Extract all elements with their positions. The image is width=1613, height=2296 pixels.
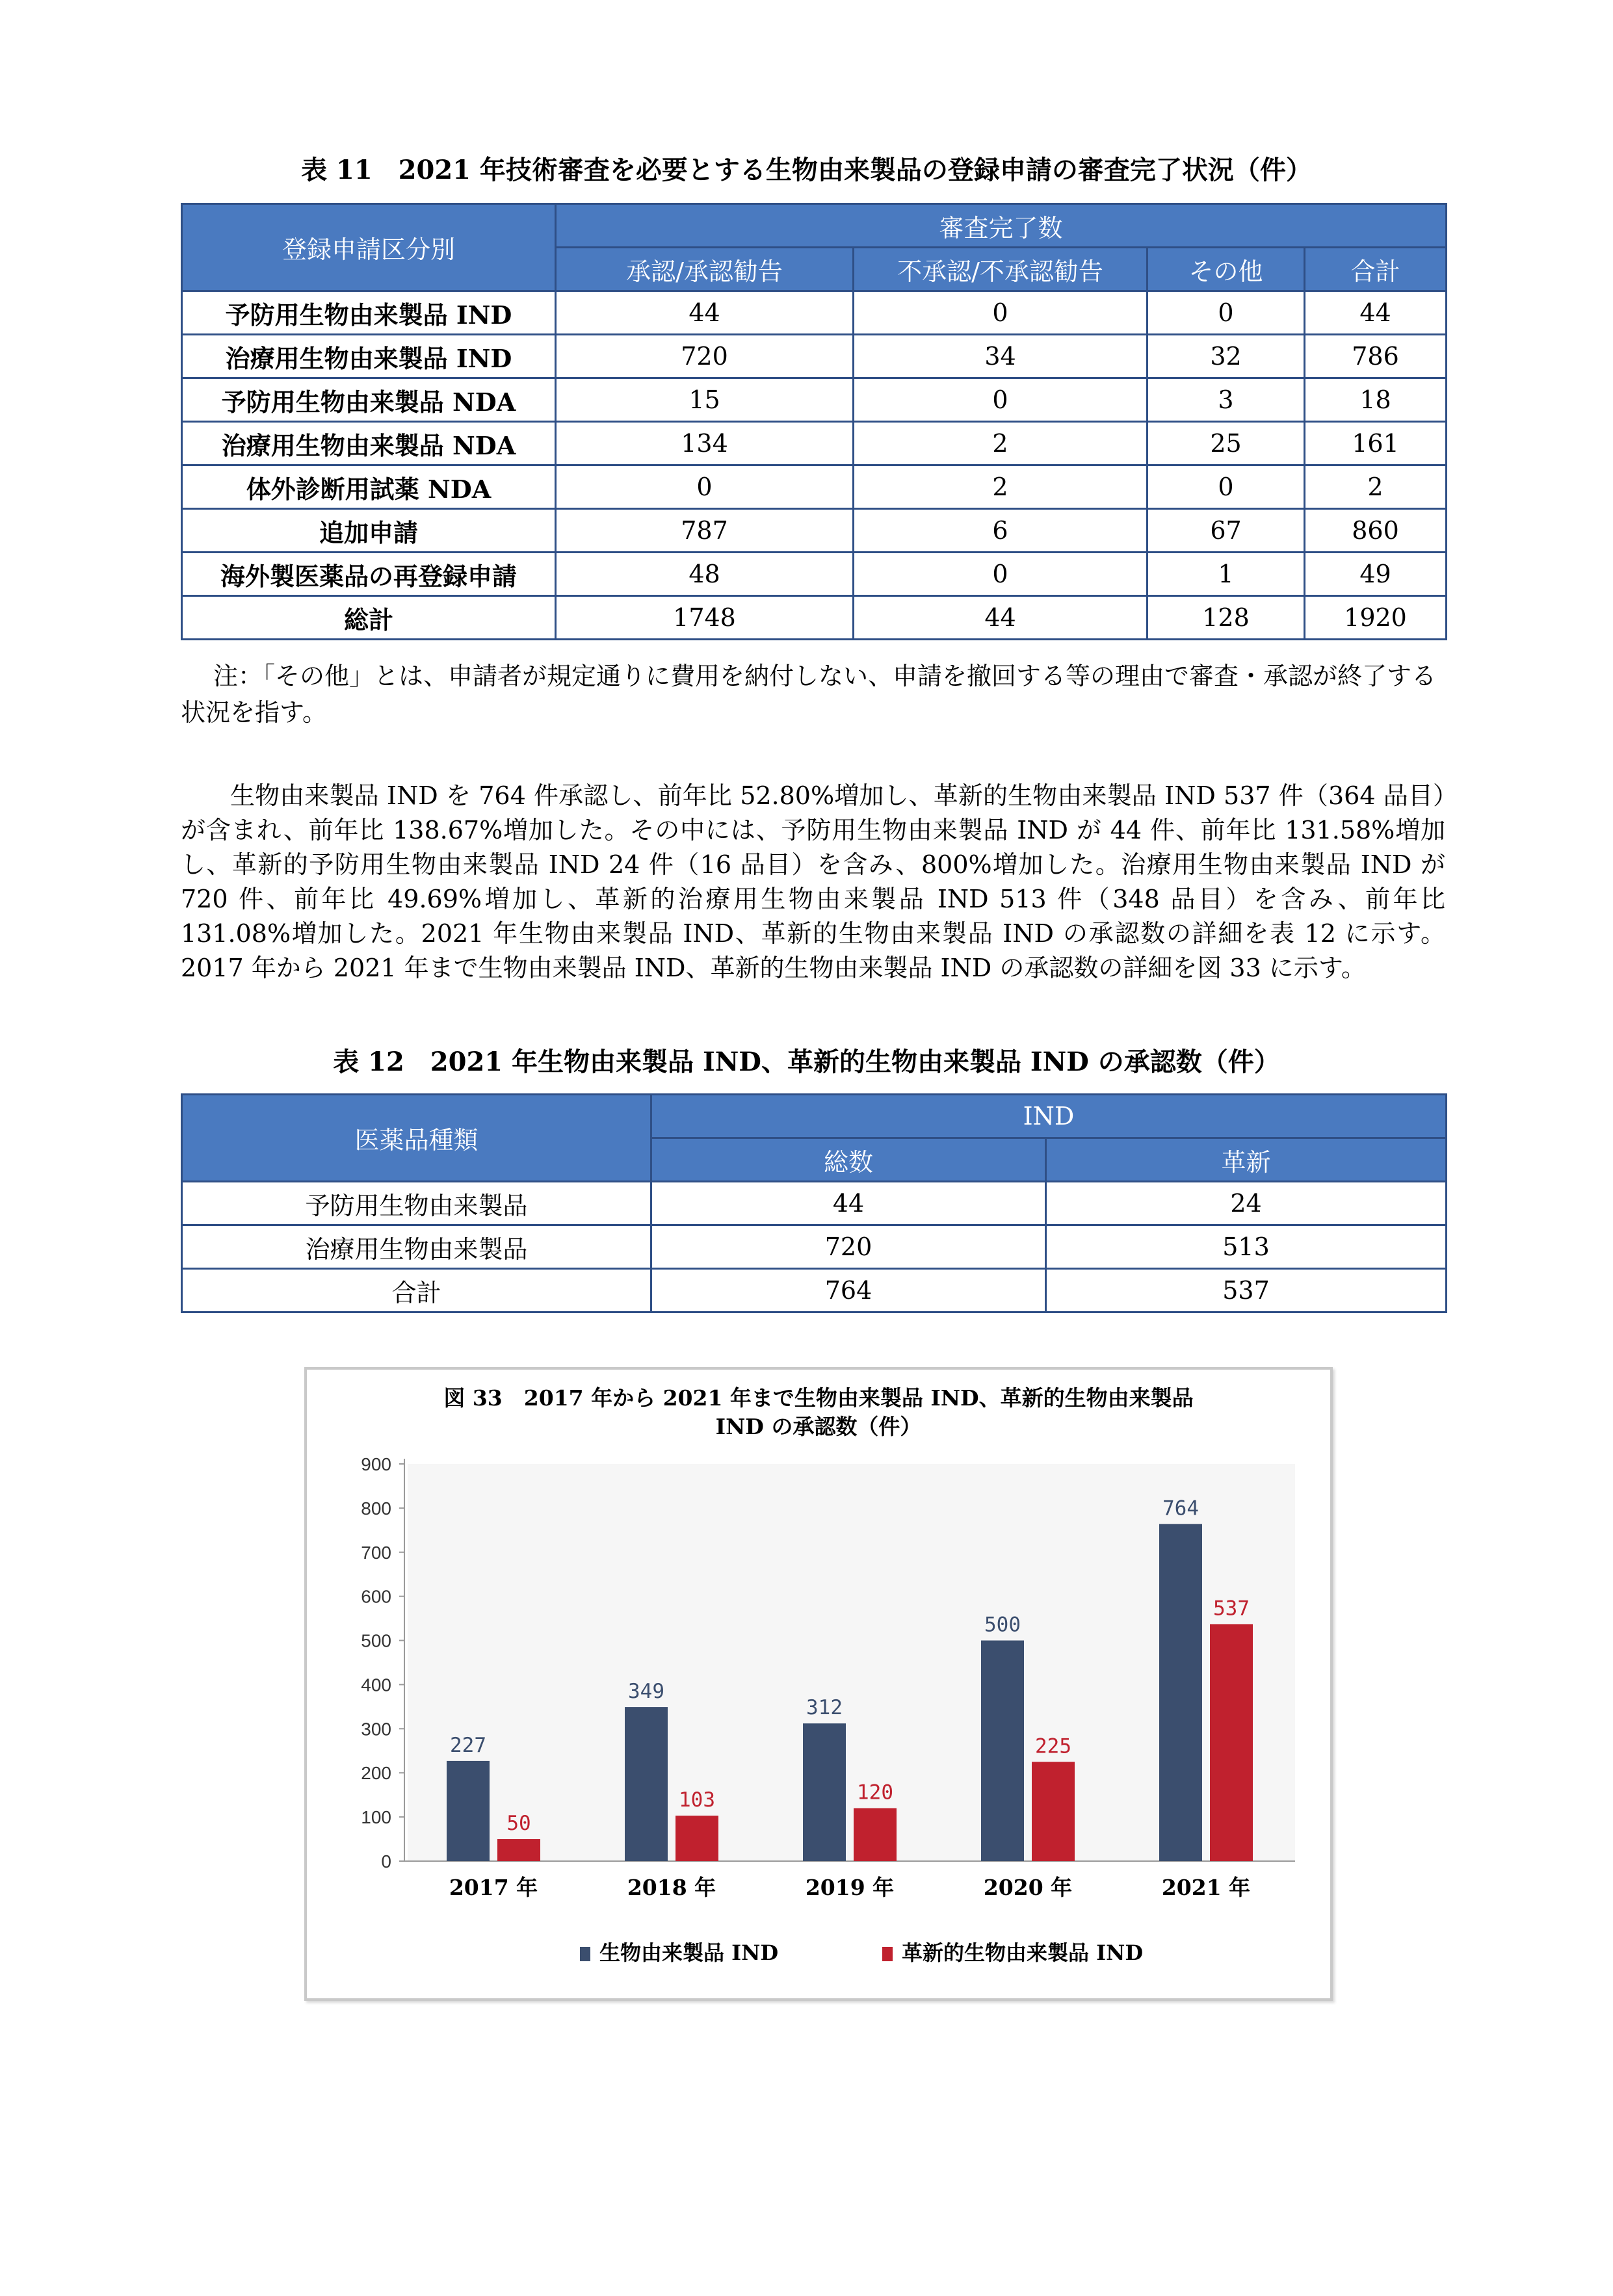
row-label: 海外製医薬品の再登録申請: [182, 553, 556, 596]
legend-swatch: [580, 1947, 590, 1961]
y-tick-label: 900: [361, 1454, 391, 1474]
bar: [854, 1808, 897, 1861]
bar: [1210, 1624, 1253, 1861]
cell: 49: [1305, 553, 1447, 596]
cell: 537: [1046, 1269, 1447, 1312]
row-label: 予防用生物由来製品 NDA: [182, 378, 556, 422]
cell: 44: [556, 291, 854, 335]
cell: 2: [1305, 465, 1447, 509]
table12-header-group: IND: [651, 1095, 1447, 1138]
row-label: 治療用生物由来製品 NDA: [182, 422, 556, 465]
data-label: 227: [450, 1733, 486, 1757]
cell: 134: [556, 422, 854, 465]
table11: [181, 203, 1447, 640]
y-tick-label: 600: [361, 1586, 391, 1607]
table12: [181, 1093, 1447, 1313]
bar: [625, 1707, 668, 1861]
x-tick-label: 2018 年: [627, 1875, 716, 1900]
x-tick-label: 2020 年: [983, 1875, 1073, 1900]
data-label: 103: [679, 1788, 715, 1812]
table11-col-header: 承認/承認勧告: [556, 248, 854, 291]
y-tick-label: 0: [381, 1851, 391, 1872]
table-row: [182, 553, 1447, 596]
data-label: 349: [628, 1680, 664, 1704]
bar-chart-svg: [307, 1370, 1330, 1998]
cell: 2: [854, 465, 1147, 509]
cell: 0: [854, 553, 1147, 596]
x-tick-label: 2019 年: [805, 1875, 895, 1900]
cell: 34: [854, 335, 1147, 378]
y-tick-label: 300: [361, 1719, 391, 1740]
data-label: 537: [1213, 1597, 1250, 1621]
table12-caption: 表 12 2021 年生物由来製品 IND、革新的生物由来製品 IND の承認数（件）: [333, 1047, 1280, 1077]
body-paragraph: 生物由来製品 IND を 764 件承認し、前年比 52.80%増加し、革新的生物由来製品 IND 537 件（364 品目）が含まれ、前年比 138.67%増加した。その中には、予防用生物由来製品 IND が 44 件、前年比 131.58%増加し、革新的予防用生物由来製品 IND 24 件（16 品目）を含み、800%増加した。治療用生物由来製品 IND が 720 件、前年比 49.69%増加し、革新的治療用生物由来製品 IND 513 件（348 品目）を含み、前年比 131.08%増加した。2021 年生物由来製品 IND、革新的生物由来製品 IND の承認数の詳細を表 12 に示す。2017 年から 2021 年まで生物由来製品 IND、革新的生物由来製品 IND の承認数の詳細を図 33 に示す。: [181, 781, 1445, 982]
cell: 128: [1147, 596, 1305, 640]
cell: 6: [854, 509, 1147, 553]
cell: 787: [556, 509, 854, 553]
x-tick-label: 2021 年: [1161, 1875, 1251, 1900]
cell: 720: [556, 335, 854, 378]
data-label: 500: [984, 1613, 1021, 1637]
cell: 513: [1046, 1225, 1447, 1269]
cell: 3: [1147, 378, 1305, 422]
table11-caption: 表 11 2021 年技術審査を必要とする生物由来製品の登録申請の審査完了状況（件）: [301, 155, 1312, 185]
y-tick-label: 100: [361, 1807, 391, 1828]
table-row: [182, 291, 1447, 335]
bar: [497, 1839, 540, 1861]
data-label: 50: [506, 1812, 531, 1836]
cell: 1748: [556, 596, 854, 640]
data-label: 312: [806, 1696, 843, 1720]
table11-col-header: その他: [1147, 248, 1305, 291]
cell: 0: [854, 291, 1147, 335]
cell: 2: [854, 422, 1147, 465]
table-row: [182, 1269, 1447, 1312]
table-row: [182, 509, 1447, 553]
table11-col-header: 合計: [1305, 248, 1447, 291]
bar: [981, 1641, 1024, 1861]
table12-col-header: 総数: [651, 1138, 1046, 1182]
cell: 25: [1147, 422, 1305, 465]
chart-title-line2: IND の承認数（件）: [715, 1414, 922, 1439]
data-label: 120: [857, 1781, 893, 1805]
legend-label: 革新的生物由来製品 IND: [902, 1940, 1144, 1965]
cell: 44: [854, 596, 1147, 640]
cell: 720: [651, 1225, 1046, 1269]
bar: [1032, 1762, 1075, 1861]
row-label: 合計: [182, 1269, 651, 1312]
cell: 44: [651, 1182, 1046, 1225]
row-label: 追加申請: [182, 509, 556, 553]
cell: 32: [1147, 335, 1305, 378]
legend-label: 生物由来製品 IND: [599, 1940, 779, 1965]
cell: 786: [1305, 335, 1447, 378]
table-row: [182, 596, 1447, 640]
data-label: 225: [1035, 1734, 1071, 1758]
cell: 1: [1147, 553, 1305, 596]
data-label: 764: [1162, 1496, 1199, 1520]
table-row: [182, 465, 1447, 509]
bar: [447, 1761, 490, 1861]
bar: [675, 1816, 718, 1861]
cell: 67: [1147, 509, 1305, 553]
bar: [1159, 1524, 1202, 1861]
cell: 44: [1305, 291, 1447, 335]
table12-col-header: 革新: [1046, 1138, 1447, 1182]
cell: 161: [1305, 422, 1447, 465]
cell: 0: [854, 378, 1147, 422]
table-row: [182, 422, 1447, 465]
chart-title-line1: 図 33 2017 年から 2021 年まで生物由来製品 IND、革新的生物由来製品: [443, 1385, 1194, 1411]
row-label: 治療用生物由来製品 IND: [182, 335, 556, 378]
cell: 24: [1046, 1182, 1447, 1225]
row-label: 予防用生物由来製品: [182, 1182, 651, 1225]
y-tick-label: 200: [361, 1763, 391, 1784]
y-tick-label: 400: [361, 1675, 391, 1695]
table11-header-category: 登録申請区分別: [182, 204, 556, 291]
y-tick-label: 700: [361, 1542, 391, 1563]
table11-header-group: 審査完了数: [556, 204, 1447, 248]
cell: 860: [1305, 509, 1447, 553]
row-label: 治療用生物由来製品: [182, 1225, 651, 1269]
figure33-chart: [304, 1367, 1333, 2001]
cell: 0: [1147, 465, 1305, 509]
table-row: [182, 378, 1447, 422]
cell: 18: [1305, 378, 1447, 422]
bar: [803, 1723, 846, 1861]
cell: 764: [651, 1269, 1046, 1312]
row-label: 予防用生物由来製品 IND: [182, 291, 556, 335]
x-tick-label: 2017 年: [449, 1875, 538, 1900]
cell: 0: [1147, 291, 1305, 335]
table11-note: 注：「その他」とは、申請者が規定通りに費用を納付しない、申請を撤回する等の理由で審査・承認が終了する状況を指す。: [181, 662, 1437, 727]
cell: 15: [556, 378, 854, 422]
table12-header-category: 医薬品種類: [182, 1095, 651, 1182]
cell: 48: [556, 553, 854, 596]
table-row: [182, 1182, 1447, 1225]
legend-swatch: [882, 1947, 893, 1961]
table-row: [182, 1225, 1447, 1269]
y-tick-label: 800: [361, 1498, 391, 1519]
row-label: 総計: [182, 596, 556, 640]
table11-col-header: 不承認/不承認勧告: [854, 248, 1147, 291]
row-label: 体外診断用試薬 NDA: [182, 465, 556, 509]
table-row: [182, 335, 1447, 378]
y-tick-label: 500: [361, 1630, 391, 1651]
cell: 1920: [1305, 596, 1447, 640]
cell: 0: [556, 465, 854, 509]
